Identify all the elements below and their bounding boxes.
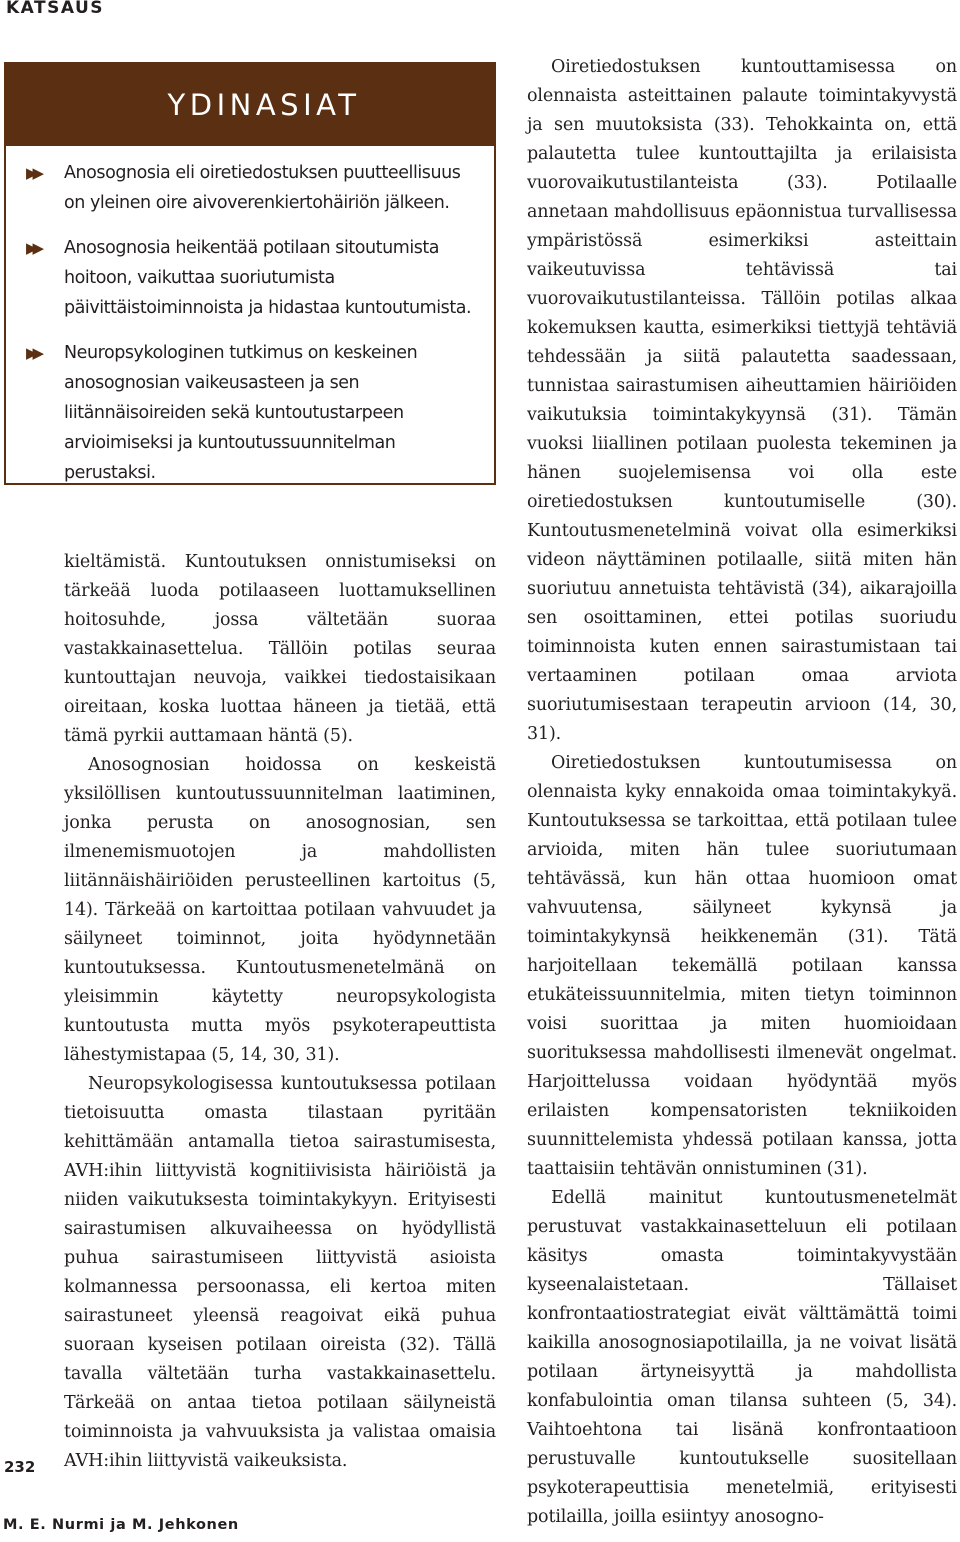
author-footer: M. E. Nurmi ja M. Jehkonen bbox=[3, 1517, 239, 1533]
double-triangle-bullet-icon: ▶▶ bbox=[26, 239, 40, 257]
key-point-item bbox=[26, 233, 480, 323]
left-column bbox=[64, 548, 496, 1476]
body-paragraph: Neuropsykologisessa kuntoutuksessa potilaan tietoisuutta omasta tilastaan pyritään kehittämään antamalla tietoa sairastumisesta, AVH:ihin liittyvistä kognitiivisista häiriöistä ja niiden vaikutuksesta toimintakykyyn. Erityisesti sairastumisen alkuvaiheessa on hyödyllistä puhua sairastumiseen liittyvistä asioista kolmannessa persoonassa, eli kertoa miten sairastuneet yleensä reagoivat eikä puhua suoraan kyseisen potilaan oireista (32). Tällä tavalla vältetään turha vastakkainasettelu. Tärkeää on antaa tietoa potilaan säilyneistä toiminnoista ja vahvuuksista ja valistaa omaisia AVH:ihin liittyvistä vaikeuksista. bbox=[64, 1074, 496, 1471]
key-points-header bbox=[6, 64, 494, 146]
page-number: 232 bbox=[4, 1458, 36, 1476]
right-column bbox=[527, 53, 957, 1532]
key-point-text: Anosognosia eli oiretiedostuksen puutteellisuus on yleinen oire aivoverenkiertohäiriön jälkeen. bbox=[64, 163, 461, 213]
body-paragraph: Anosognosian hoidossa on keskeistä yksilöllisen kuntoutussuunnitelman laatiminen, jonka perusta on anosognosian, sen ilmenemismuotojen ja mahdollisten liitännäishäiriöiden perusteellinen kartoitus (5, 14). Tärkeää on kartoittaa potilaan vahvuudet ja säilyneet toiminnot, joita hyödynnetään kuntoutuksessa. Kuntoutusmenetelmänä on yleisimmin käytetty neuropsykologista kuntoutusta mutta myös psykoterapeuttista lähestymistapaa (5, 14, 30, 31). bbox=[64, 755, 496, 1065]
key-point-text: Neuropsykologinen tutkimus on keskeinen anosognosian vaikeusasteen ja sen liitännäisoireiden sekä kuntoutustarpeen arvioimiseksi ja kuntoutussuunnitelman perustaksi. bbox=[64, 343, 418, 483]
body-paragraph: Edellä mainitut kuntoutusmenetelmät perustuvat vastakkainasetteluun eli potilaan käsitys omasta toimintakyvystään kyseenalaistetaan. Tällaiset konfrontaatiostrategiat eivät välttämättä toimi kaikilla anosognosiapotilailla, ja ne voivat lisätä potilaan ärtyneisyyttä ja mahdollista konfabulointia oman tilansa suhteen (5, 34). Vaihtoehtona tai lisänä konfrontaatioon perustuvalle kuntoutukselle suositellaan psykoterapeuttisia menetelmiä, erityisesti potilailla, joilla esiintyy anosogno- bbox=[527, 1188, 957, 1527]
key-point-item bbox=[26, 338, 480, 488]
double-triangle-bullet-icon: ▶▶ bbox=[26, 164, 40, 182]
key-points-box bbox=[4, 62, 496, 485]
body-paragraph: Oiretiedostuksen kuntoutumisessa on olennaista kyky ennakoida omaa toimintakykyä. Kuntoutuksessa se tarkoittaa, että potilaan tulee arvioida, miten hän tulee suoriutumaan tehtävässä, kun hän ottaa huomioon omat vahvuutensa, säilyneet kykynsä ja toimintakykynsä heikkenemän (31). Tätä harjoitellaan tekemällä potilaan kanssa etukäteissuunnitelmia, miten tietyn toiminnon voisi suorittaa ja miten huomioidaan suorituksessa mahdollisesti ilmenevät ongelmat. Harjoittelussa voidaan hyödyntää myös erilaisten kompensatoristen tekniikoiden suunnittelemista yhdessä potilaan kanssa, jotta taattaisiin tehtävän onnistuminen (31). bbox=[527, 753, 957, 1179]
body-paragraph: kieltämistä. Kuntoutuksen onnistumiseksi on tärkeää luoda potilaaseen luottamuksellinen hoitosuhde, jossa vältetään suoraa vastakkainasettelua. Tällöin potilas seuraa kuntouttajan neuvoja, vaikkei tiedostaisikaan oireitaan, koska luottaa häneen ja tietää, että tämä pyrkii auttamaan häntä (5). bbox=[64, 552, 496, 746]
key-points-list bbox=[6, 146, 494, 488]
double-triangle-bullet-icon: ▶▶ bbox=[26, 344, 40, 362]
body-paragraph: Oiretiedostuksen kuntouttamisessa on olennaista asteittainen palaute toimintakyvystä ja sen muutoksista (33). Tehokkainta on, että palautetta tulee kuntouttajilta ja erilaisista vuorovaikutustilanteista (33). Potilaalle annetaan mahdollisuus epäonnistua turvallisessa ympäristössä esimerkiksi asteittain vaikeutuvissa tehtävissä tai vuorovaikutustilanteissa. Tällöin potilas alkaa kokemuksen kautta, esimerkiksi tiettyjä tehtäviä tehdessään ja siitä palautetta saadessaan, tunnistaa sairastumisen aiheuttamien häiriöiden vaikutuksia toimintakykyynsä (31). Tämän vuoksi liiallinen potilaan puolesta tekeminen ja hänen suojelemisensa voi olla este oiretiedostuksen kuntoutumiselle (30). Kuntoutusmenetelminä voivat olla esimerkiksi videon näyttäminen potilaalle, siitä miten hän suoriutuu annetuista tehtävistä (34), aikarajoilla sen osoittaminen, ettei potilas suoriudu toiminnoista kuten ennen sairastumistaan tai vertaaminen potilaan omaa arviota suoriutumisestaan terapeutin arvioon (14, 30, 31). bbox=[527, 57, 957, 744]
key-point-item bbox=[26, 158, 480, 218]
key-point-text: Anosognosia heikentää potilaan sitoutumista hoitoon, vaikuttaa suoriutumista päivittäistoiminnoista ja hidastaa kuntoutumista. bbox=[64, 238, 472, 318]
key-points-title: YDINASIAT bbox=[167, 88, 361, 122]
section-label: KATSAUS bbox=[6, 0, 105, 18]
